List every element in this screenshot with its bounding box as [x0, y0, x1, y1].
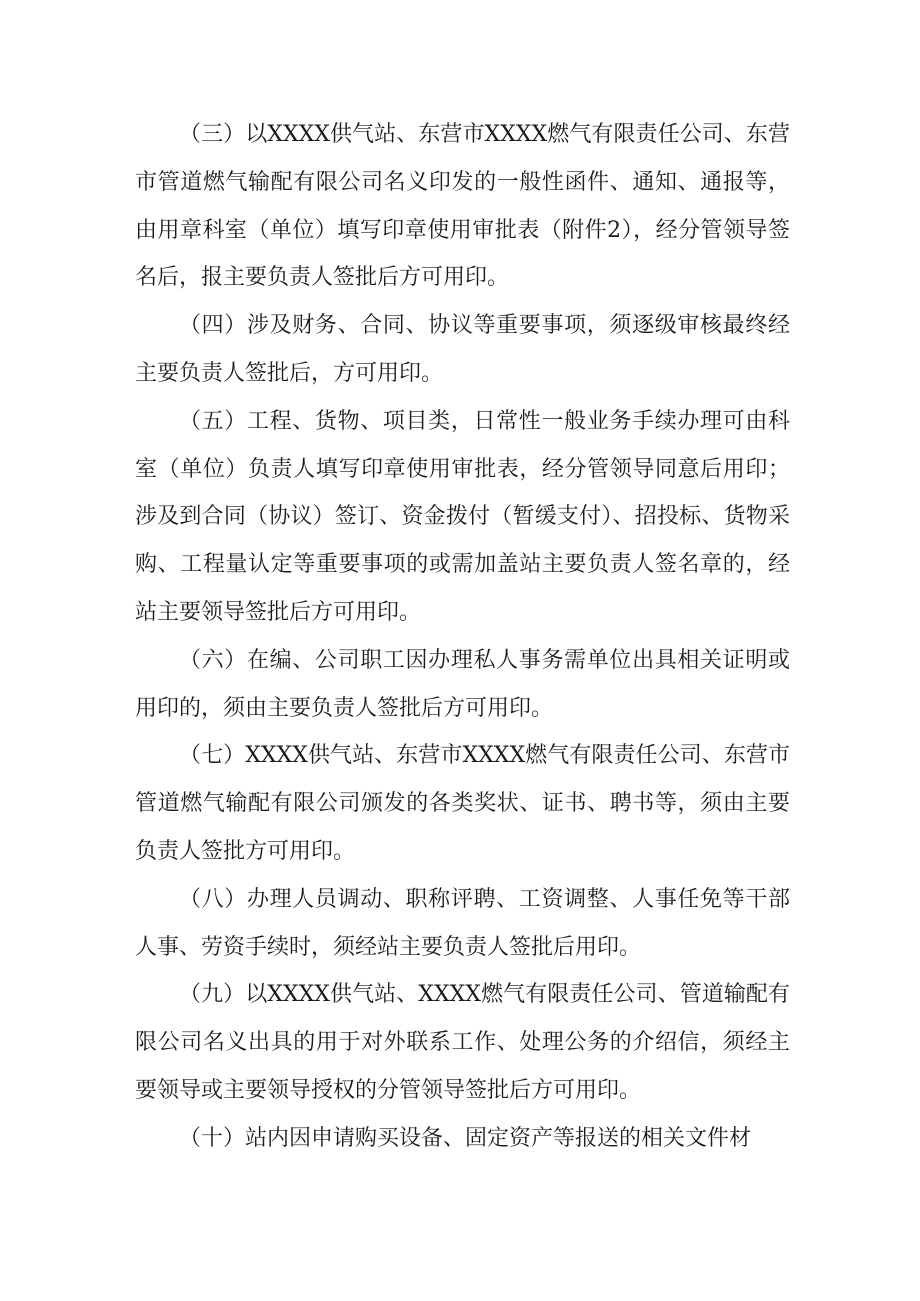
document-body	[135, 111, 790, 1163]
paragraph-5: （五）工程、货物、项目类，日常性一般业务手续办理可由科室（单位）负责人填写印章使用审批表，经分管领导同意后用印；涉及到合同（协议）签订、资金拨付（暂缓支付）、招投标、货物采购、工程量认定等重要事项的或需加盖站主要负责人签名章的，经站主要领导签批后方可用印。	[135, 408, 790, 625]
paragraph-8: （八）办理人员调动、职称评聘、工资调整、人事任免等干部人事、劳资手续时，须经站主要负责人签批后用印。	[135, 886, 790, 960]
paragraph-4: （四）涉及财务、合同、协议等重要事项，须逐级审核最终经主要负责人签批后，方可用印。	[135, 313, 790, 386]
paragraph-6: （六）在编、公司职工因办理私人事务需单位出具相关证明或用印的，须由主要负责人签批后方可用印。	[135, 647, 790, 721]
paragraph-9: （九）以XXXX供气站、XXXX燃气有限责任公司、管道输配有限公司名义出具的用于对外联系工作、处理公务的介绍信，须经主要领导或主要领导授权的分管领导签批后方可用印。	[135, 982, 790, 1103]
paragraph-7: （七）XXXX供气站、东营市XXXX燃气有限责任公司、东营市管道燃气输配有限公司颁发的各类奖状、证书、聘书等，须由主要负责人签批方可用印。	[135, 743, 790, 864]
paragraph-3: （三）以XXXX供气站、东营市XXXX燃气有限责任公司、东营市管道燃气输配有限公司名义印发的一般性函件、通知、通报等，由用章科室（单位）填写印章使用审批表（附件2），经分管领导签名后，报主要负责人签批后方可用印。	[135, 122, 790, 291]
paragraph-10: （十）站内因申请购买设备、固定资产等报送的相关文件材	[179, 1125, 752, 1151]
